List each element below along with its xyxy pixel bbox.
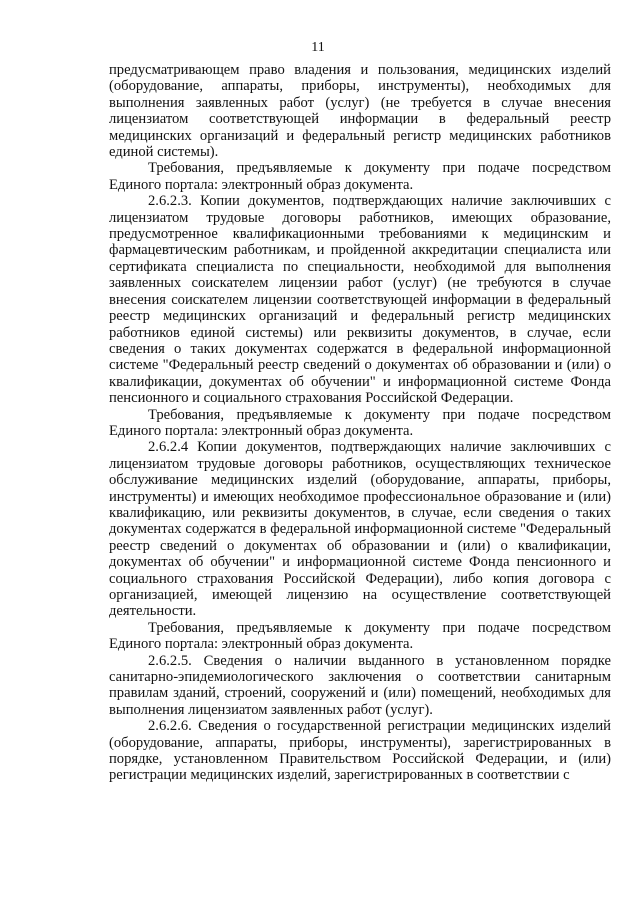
page-number: 11: [311, 40, 325, 55]
paragraph-requirements: Требования, предъявляемые к документу при подаче посредством Единого портала: электронный образ документа.: [109, 160, 611, 193]
paragraph-requirements: Требования, предъявляемые к документу при подаче посредством Единого портала: электронный образ документа.: [109, 619, 611, 653]
paragraph-2-6-2-5: 2.6.2.5. Сведения о наличии выданного в установленном порядке санитарно-эпидемиологического заключения о соответствии санитарным правилам зданий, строений, сооружений и (или) помещений, необходимых для выполнения лицензиатом заявленных работ (услуг).: [109, 652, 611, 718]
paragraph-2-6-2-3: 2.6.2.3. Копии документов, подтверждающих наличие заключивших с лицензиатом трудовые договоры работников, имеющих образование, предусмотренное квалификационными требованиями к медицинским и фармацевтическим работникам, и пройденной аккредитации специалиста или сертификата специалиста по специальности, необходимой для выполнения заявленных соискателем лицензии работ (услуг) (не требуются в случае внесения соискателем лицензии соответствующей информации в федеральный реестр медицинских организаций и федеральный регистр медицинских работников единой системы) или реквизиты документов, в случае, если сведения о таких документах содержатся в федеральной информационной системе "Федеральный реестр сведений о документах об образовании и (или) о квалификации, документах об обучении" и информационной системе Фонда пенсионного и социального страхования Российской Федерации.: [109, 193, 611, 407]
paragraph-requirements: Требования, предъявляемые к документу при подаче посредством Единого портала: электронный образ документа.: [109, 406, 611, 439]
paragraph-2-6-2-4: 2.6.2.4 Копии документов, подтверждающих наличие заключивших с лицензиатом трудовые договоры работников, осуществляющих техническое обслуживание медицинских изделий (оборудование, аппараты, приборы, инструменты) и имеющих необходимое профессиональное образование и (или) квалификацию, или реквизиты документов, в случае, если сведения о таких документах содержатся в федеральной информационной системе "Федеральный реестр сведений о документах об образовании и (или) о квалификации, документах об обучении" и информационной системе Фонда пенсионного и социального страхования Российской Федерации), либо копия договора с организацией, имеющей лицензию на осуществление соответствующей деятельности.: [109, 439, 611, 620]
document-body: [109, 62, 611, 784]
paragraph-2-6-2-6: 2.6.2.6. Сведения о государственной регистрации медицинских изделий (оборудование, аппараты, приборы, инструменты), зарегистрированных в порядке, установленном Правительством Российской Федерации, и (или) регистрации медицинских изделий, зарегистрированных в соответствии с: [109, 718, 611, 784]
paragraph-continuation: предусматривающем право владения и пользования, медицинских изделий (оборудование, аппараты, приборы, инструменты), необходимых для выполнения заявленных работ (услуг) (не требуется в случае внесения лицензиатом соответствующей информации в федеральный реестр медицинских организаций и федеральный регистр медицинских работников единой системы).: [109, 62, 611, 161]
